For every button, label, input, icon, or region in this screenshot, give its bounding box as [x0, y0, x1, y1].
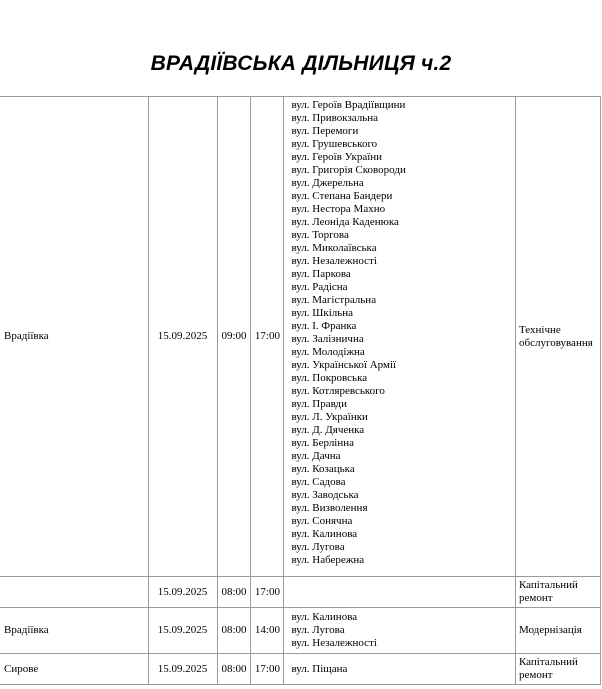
- street-item: вул. Молодіжна: [291, 346, 365, 358]
- street-item: вул. Джерельна: [291, 177, 364, 189]
- work-type-cell: Модернізація: [515, 607, 601, 653]
- street-item: вул. Перемоги: [291, 125, 359, 137]
- table-row: [0, 607, 601, 653]
- street-item: вул. Магістральна: [291, 294, 377, 306]
- streets-cell: [283, 96, 515, 576]
- street-item: вул. Л. Українки: [291, 411, 368, 423]
- location-cell: Сирове: [0, 653, 148, 685]
- start-time-cell: 08:00: [217, 607, 251, 653]
- street-item: вул. Грушевського: [291, 138, 378, 150]
- street-item: вул. Лугова: [291, 541, 345, 553]
- work-type-cell: Технічне обслуговування: [515, 96, 601, 576]
- street-item: вул. І. Франка: [291, 320, 357, 332]
- street-item: вул. Лугова: [291, 624, 345, 636]
- street-item: вул. Заводська: [291, 489, 359, 501]
- street-item: вул. Паркова: [291, 268, 351, 280]
- street-item: вул. Покровська: [291, 372, 368, 384]
- street-item: вул. Калинова: [291, 611, 358, 623]
- page-title: ВРАДІЇВСЬКА ДІЛЬНИЦЯ ч.2: [150, 52, 452, 75]
- end-time-cell: 17:00: [250, 653, 283, 685]
- street-item: вул. Леоніда Каденюка: [291, 216, 399, 228]
- end-time-cell: 17:00: [250, 96, 283, 576]
- street-item: вул. Незалежності: [291, 255, 377, 267]
- street-item: вул. Берлінна: [291, 437, 355, 449]
- date-cell: 15.09.2025: [148, 96, 217, 576]
- street-item: вул. Торгова: [291, 229, 349, 241]
- street-item: вул. Привокзальна: [291, 112, 379, 124]
- location-cell: Врадіївка: [0, 96, 148, 576]
- street-item: вул. Правди: [291, 398, 347, 410]
- work-type-cell: Капітальний ремонт: [515, 576, 601, 607]
- street-item: вул. Української Армії: [291, 359, 397, 371]
- streets-cell: [283, 653, 515, 685]
- street-item: вул. Григорія Сковороди: [291, 164, 406, 176]
- table-row: [0, 576, 601, 607]
- street-item: вул. Героїв України: [291, 151, 383, 163]
- end-time-cell: 14:00: [250, 607, 283, 653]
- start-time-cell: 08:00: [217, 653, 251, 685]
- start-time-cell: 08:00: [217, 576, 251, 607]
- street-item: вул. Д. Дяченка: [291, 424, 365, 436]
- location-cell: Врадіївка: [0, 607, 148, 653]
- end-time-cell: 17:00: [250, 576, 283, 607]
- work-type-cell: Капітальний ремонт: [515, 653, 601, 685]
- date-cell: 15.09.2025: [148, 576, 217, 607]
- street-item: вул. Миколаївська: [291, 242, 377, 254]
- street-item: вул. Котляревського: [291, 385, 385, 397]
- table-row: [0, 96, 601, 576]
- street-item: вул. Набережна: [291, 554, 365, 566]
- street-item: вул. Визволення: [291, 502, 368, 514]
- streets-cell: [283, 576, 515, 607]
- street-item: вул. Піщана: [291, 662, 348, 675]
- start-time-cell: 09:00: [217, 96, 251, 576]
- outage-schedule-table: [0, 96, 601, 685]
- date-cell: 15.09.2025: [148, 607, 217, 653]
- streets-cell: [283, 607, 515, 653]
- street-item: вул. Шкільна: [291, 307, 354, 319]
- date-cell: 15.09.2025: [148, 653, 217, 685]
- street-item: вул. Залізнична: [291, 333, 364, 345]
- street-item: вул. Дачна: [291, 450, 341, 462]
- location-cell: [0, 576, 148, 607]
- street-item: вул. Калинова: [291, 528, 358, 540]
- street-item: вул. Нестора Махно: [291, 203, 386, 215]
- street-item: вул. Сонячна: [291, 515, 353, 527]
- street-item: вул. Садова: [291, 476, 346, 488]
- street-item: вул. Степана Бандери: [291, 190, 393, 202]
- street-item: вул. Героїв Врадіївщини: [291, 99, 406, 111]
- table-row: [0, 653, 601, 685]
- street-item: вул. Козацька: [291, 463, 355, 475]
- street-item: вул. Незалежності: [291, 637, 377, 649]
- street-item: вул. Радісна: [291, 281, 348, 293]
